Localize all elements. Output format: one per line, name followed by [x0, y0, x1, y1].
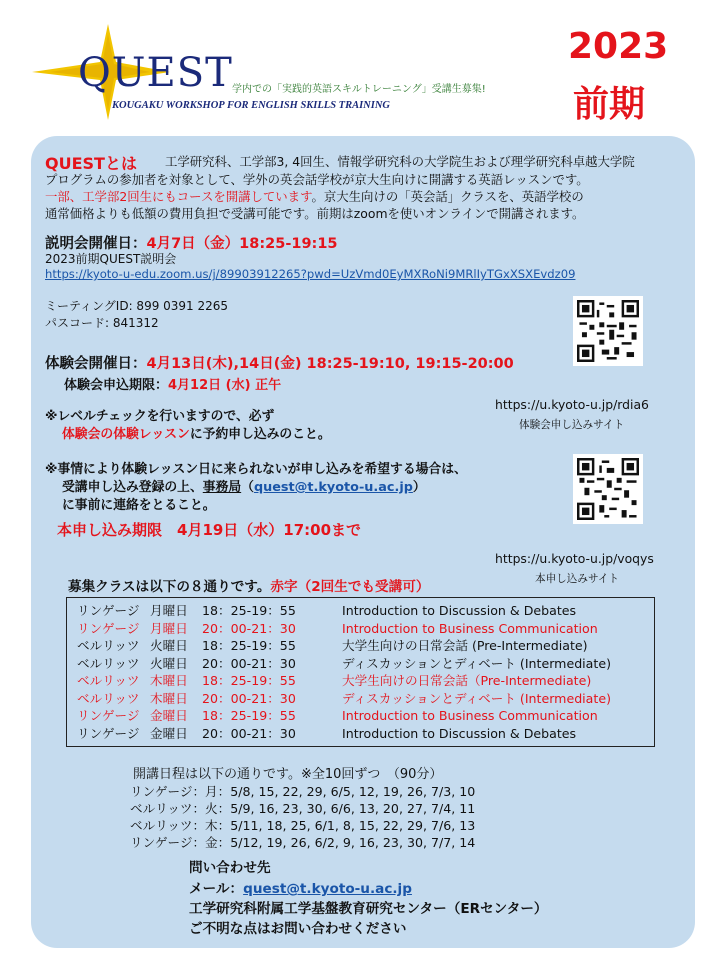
class-school: リンゲージ: [77, 603, 140, 618]
classes-heading: [68, 575, 429, 595]
class-row: [77, 602, 576, 620]
intro-line3-highlight: 一部、工学部2回生にもコースを開講しています: [45, 189, 312, 204]
class-row: [77, 655, 611, 673]
class-course: Introduction to Business Communication: [342, 708, 598, 723]
intro-title: QUESTとは: [45, 154, 137, 173]
class-time: 20：00-21：30: [202, 620, 296, 636]
contact-mail: [189, 877, 412, 897]
class-course: ディスカッションとディベート (Intermediate): [342, 655, 611, 671]
schedule-row: ベルリッツ：木：5/11, 18, 25, 6/1, 8, 15, 22, 29, 7/6, 13: [130, 818, 476, 833]
briefing-name: 2023前期QUEST説明会: [45, 252, 177, 266]
contact-closing: ご不明な点はお問い合わせください: [189, 921, 407, 937]
meeting-id: ミーティングID: 899 0391 2265: [45, 299, 229, 313]
class-course: Introduction to Discussion & Debates: [342, 603, 577, 618]
class-school: ベルリッツ: [77, 673, 140, 688]
absence-email-link[interactable]: quest@t.kyoto-u.ac.jp: [253, 480, 413, 495]
contact-center: 工学研究科附属工学基盤教育研究センター（ERセンター）: [189, 901, 548, 917]
class-day: 金曜日: [150, 708, 188, 723]
class-course: 大学生向けの日常会話 (Pre-Intermediate): [342, 638, 588, 653]
intro-line1: 工学研究科、工学部3, 4回生、情報学研究科の大学院生および理学研究科卓越大学院: [165, 154, 635, 169]
absence-line1: ※事情により体験レッスン日に来られないが申し込みを希望する場合は、: [45, 462, 467, 477]
class-school: ベルリッツ: [77, 690, 140, 706]
absence-line2-pre: 受講申し込み登録の上、: [62, 480, 203, 495]
trial-dates: 4月13日(木),14日(金) 18:25-19:10, 19:15-20:00: [146, 356, 514, 372]
trial-qr-code[interactable]: [573, 296, 643, 366]
class-row: [77, 637, 588, 655]
intro-line3: [45, 188, 584, 206]
class-day: 木曜日: [150, 673, 188, 688]
class-row: [77, 725, 576, 743]
trial-note2: [62, 423, 331, 442]
class-course: 大学生向けの日常会話（Pre-Intermediate): [342, 673, 592, 688]
class-time: 18：25-19：55: [202, 708, 296, 723]
briefing-zoom-link[interactable]: https://kyoto-u-edu.zoom.us/j/89903912265?pwd=UzVmd0EyMXRoNi9MRlIyTGxXSXEvdz09: [45, 267, 576, 281]
class-school: リンゲージ: [77, 725, 140, 741]
trial-qr-url[interactable]: https://u.kyoto-u.jp/rdia6: [495, 397, 649, 412]
class-row: [77, 672, 591, 690]
class-day: 木曜日: [150, 690, 188, 706]
class-row: [77, 690, 611, 708]
trial-note2-highlight: 体験会の体験レッスン: [62, 427, 190, 442]
briefing-heading: [45, 232, 338, 253]
class-row: [77, 620, 598, 638]
briefing-label: 説明会開催日：: [45, 236, 147, 252]
intro-line4: 通常価格よりも低額の費用負担で受講可能です。前期はzoomを使いオンラインで開講されます。: [45, 206, 585, 221]
class-day: 火曜日: [150, 655, 188, 671]
class-time: 20：00-21：30: [202, 655, 296, 671]
class-table: [66, 597, 655, 747]
class-time: 20：00-21：30: [202, 690, 296, 706]
schedule-row: リンゲージ：金：5/12, 19, 26, 6/2, 9, 16, 23, 30, 7/7, 14: [130, 835, 476, 850]
application-qr-code[interactable]: [573, 454, 643, 524]
passcode: パスコード: 841312: [45, 316, 159, 330]
logo-wordmark: QUEST: [78, 50, 233, 96]
absence-office: 事務局: [202, 480, 242, 495]
class-school: ベルリッツ: [77, 655, 140, 671]
intro-line3-rest: 。京大生向けの「英会話」クラスを、英語学校の: [311, 189, 584, 204]
class-row: [77, 707, 598, 725]
classes-heading-text: 募集クラスは以下の８通りです。: [68, 579, 271, 595]
trial-note2-rest: に予約申し込みのこと。: [189, 427, 331, 442]
class-time: 18：25-19：55: [202, 603, 296, 618]
contact-heading: 問い合わせ先: [189, 860, 271, 876]
class-school: ベルリッツ: [77, 638, 140, 653]
term-label: 前期: [573, 84, 646, 125]
application-qr-caption: 本申し込みサイト: [535, 573, 620, 585]
trial-deadline-label: 体験会申込期限：: [64, 378, 169, 393]
schedule-heading: 開講日程は以下の通りです。※全10回ずつ （90分）: [133, 767, 443, 782]
contact-email-link[interactable]: quest@t.kyoto-u.ac.jp: [243, 881, 412, 897]
absence-line3: に事前に連絡をとること。: [62, 498, 216, 513]
year-label: 2023: [568, 26, 669, 67]
contact-mail-label: メール：: [189, 881, 244, 897]
schedule-row: リンゲージ：月：5/8, 15, 22, 29, 6/5, 12, 19, 26, 7/3, 10: [130, 784, 476, 799]
trial-deadline-date: 4月12日 (水) 正午: [168, 378, 282, 393]
trial-deadline: [64, 374, 281, 393]
application-deadline: 本申し込み期限 4月19日（水）17:00まで: [57, 521, 362, 539]
class-day: 月曜日: [150, 603, 188, 618]
class-school: リンゲージ: [77, 708, 140, 723]
class-time: 18：25-19：55: [202, 673, 296, 688]
tagline: 学内での「実践的英語スキルトレーニング」受講生募集!: [232, 84, 486, 95]
class-day: 月曜日: [150, 620, 188, 636]
absence-line2: [62, 476, 426, 495]
class-course: ディスカッションとディベート (Intermediate): [342, 690, 611, 706]
absence-open-paren: （: [241, 480, 254, 495]
intro-line2: プログラムの参加者を対象として、学外の英会話学校が京大生向けに開講する英語レッスンです。: [45, 172, 589, 187]
class-day: 火曜日: [150, 638, 188, 653]
briefing-date: 4月7日（金）18:25-19:15: [146, 236, 338, 252]
logo-subtitle: KOUGAKU WORKSHOP FOR ENGLISH SKILLS TRAINING: [112, 100, 391, 111]
class-course: Introduction to Business Communication: [342, 620, 598, 636]
class-time: 20：00-21：30: [202, 725, 296, 741]
class-day: 金曜日: [150, 725, 188, 741]
class-time: 18：25-19：55: [202, 638, 296, 653]
application-qr-url[interactable]: https://u.kyoto-u.jp/voqys: [495, 551, 654, 566]
trial-qr-caption: 体験会申し込みサイト: [519, 419, 625, 431]
class-course: Introduction to Discussion & Debates: [342, 725, 577, 741]
trial-label: 体験会開催日：: [45, 356, 147, 372]
trial-note1: ※レベルチェックを行いますので、必ず: [45, 409, 275, 424]
class-school: リンゲージ: [77, 620, 140, 636]
classes-heading-red: 赤字（2回生でも受講可）: [270, 579, 430, 595]
absence-close-paren: ）: [412, 480, 426, 495]
schedule-row: ベルリッツ：火：5/9, 16, 23, 30, 6/6, 13, 20, 27, 7/4, 11: [130, 801, 476, 816]
trial-heading: [45, 352, 514, 373]
